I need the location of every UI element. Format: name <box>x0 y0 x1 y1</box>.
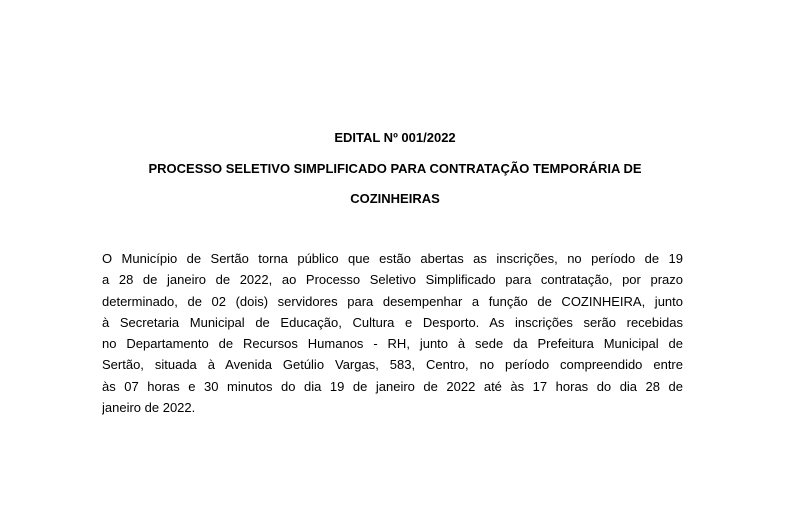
document-subtitle-line-1: PROCESSO SELETIVO SIMPLIFICADO PARA CONTRATAÇÃO TEMPORÁRIA DE <box>148 161 642 176</box>
paragraph-line: determinado, de 02 (dois) servidores para desempenhar a função de COZINHEIRA, junto <box>102 293 683 309</box>
paragraph-line: a 28 de janeiro de 2022, ao Processo Seletivo Simplificado para contratação, por prazo <box>102 272 683 288</box>
paragraph-line: janeiro de 2022. <box>102 400 196 416</box>
paragraph-line: Sertão, situada à Avenida Getúlio Vargas, 583, Centro, no período compreendido entre <box>102 357 683 373</box>
document-subtitle-line-2: COZINHEIRAS <box>350 191 440 206</box>
paragraph-line: à Secretaria Municipal de Educação, Cultura e Desporto. As inscrições serão recebidas <box>102 314 683 330</box>
paragraph-line: no Departamento de Recursos Humanos - RH, junto à sede da Prefeitura Municipal de <box>102 336 683 352</box>
paragraph-line: O Município de Sertão torna público que estão abertas as inscrições, no período de 19 <box>102 251 683 266</box>
document-title: EDITAL Nº 001/2022 <box>334 130 456 145</box>
body-paragraph <box>102 248 683 418</box>
paragraph-line: às 07 horas e 30 minutos do dia 19 de janeiro de 2022 até às 17 horas do dia 28 de <box>102 378 683 394</box>
